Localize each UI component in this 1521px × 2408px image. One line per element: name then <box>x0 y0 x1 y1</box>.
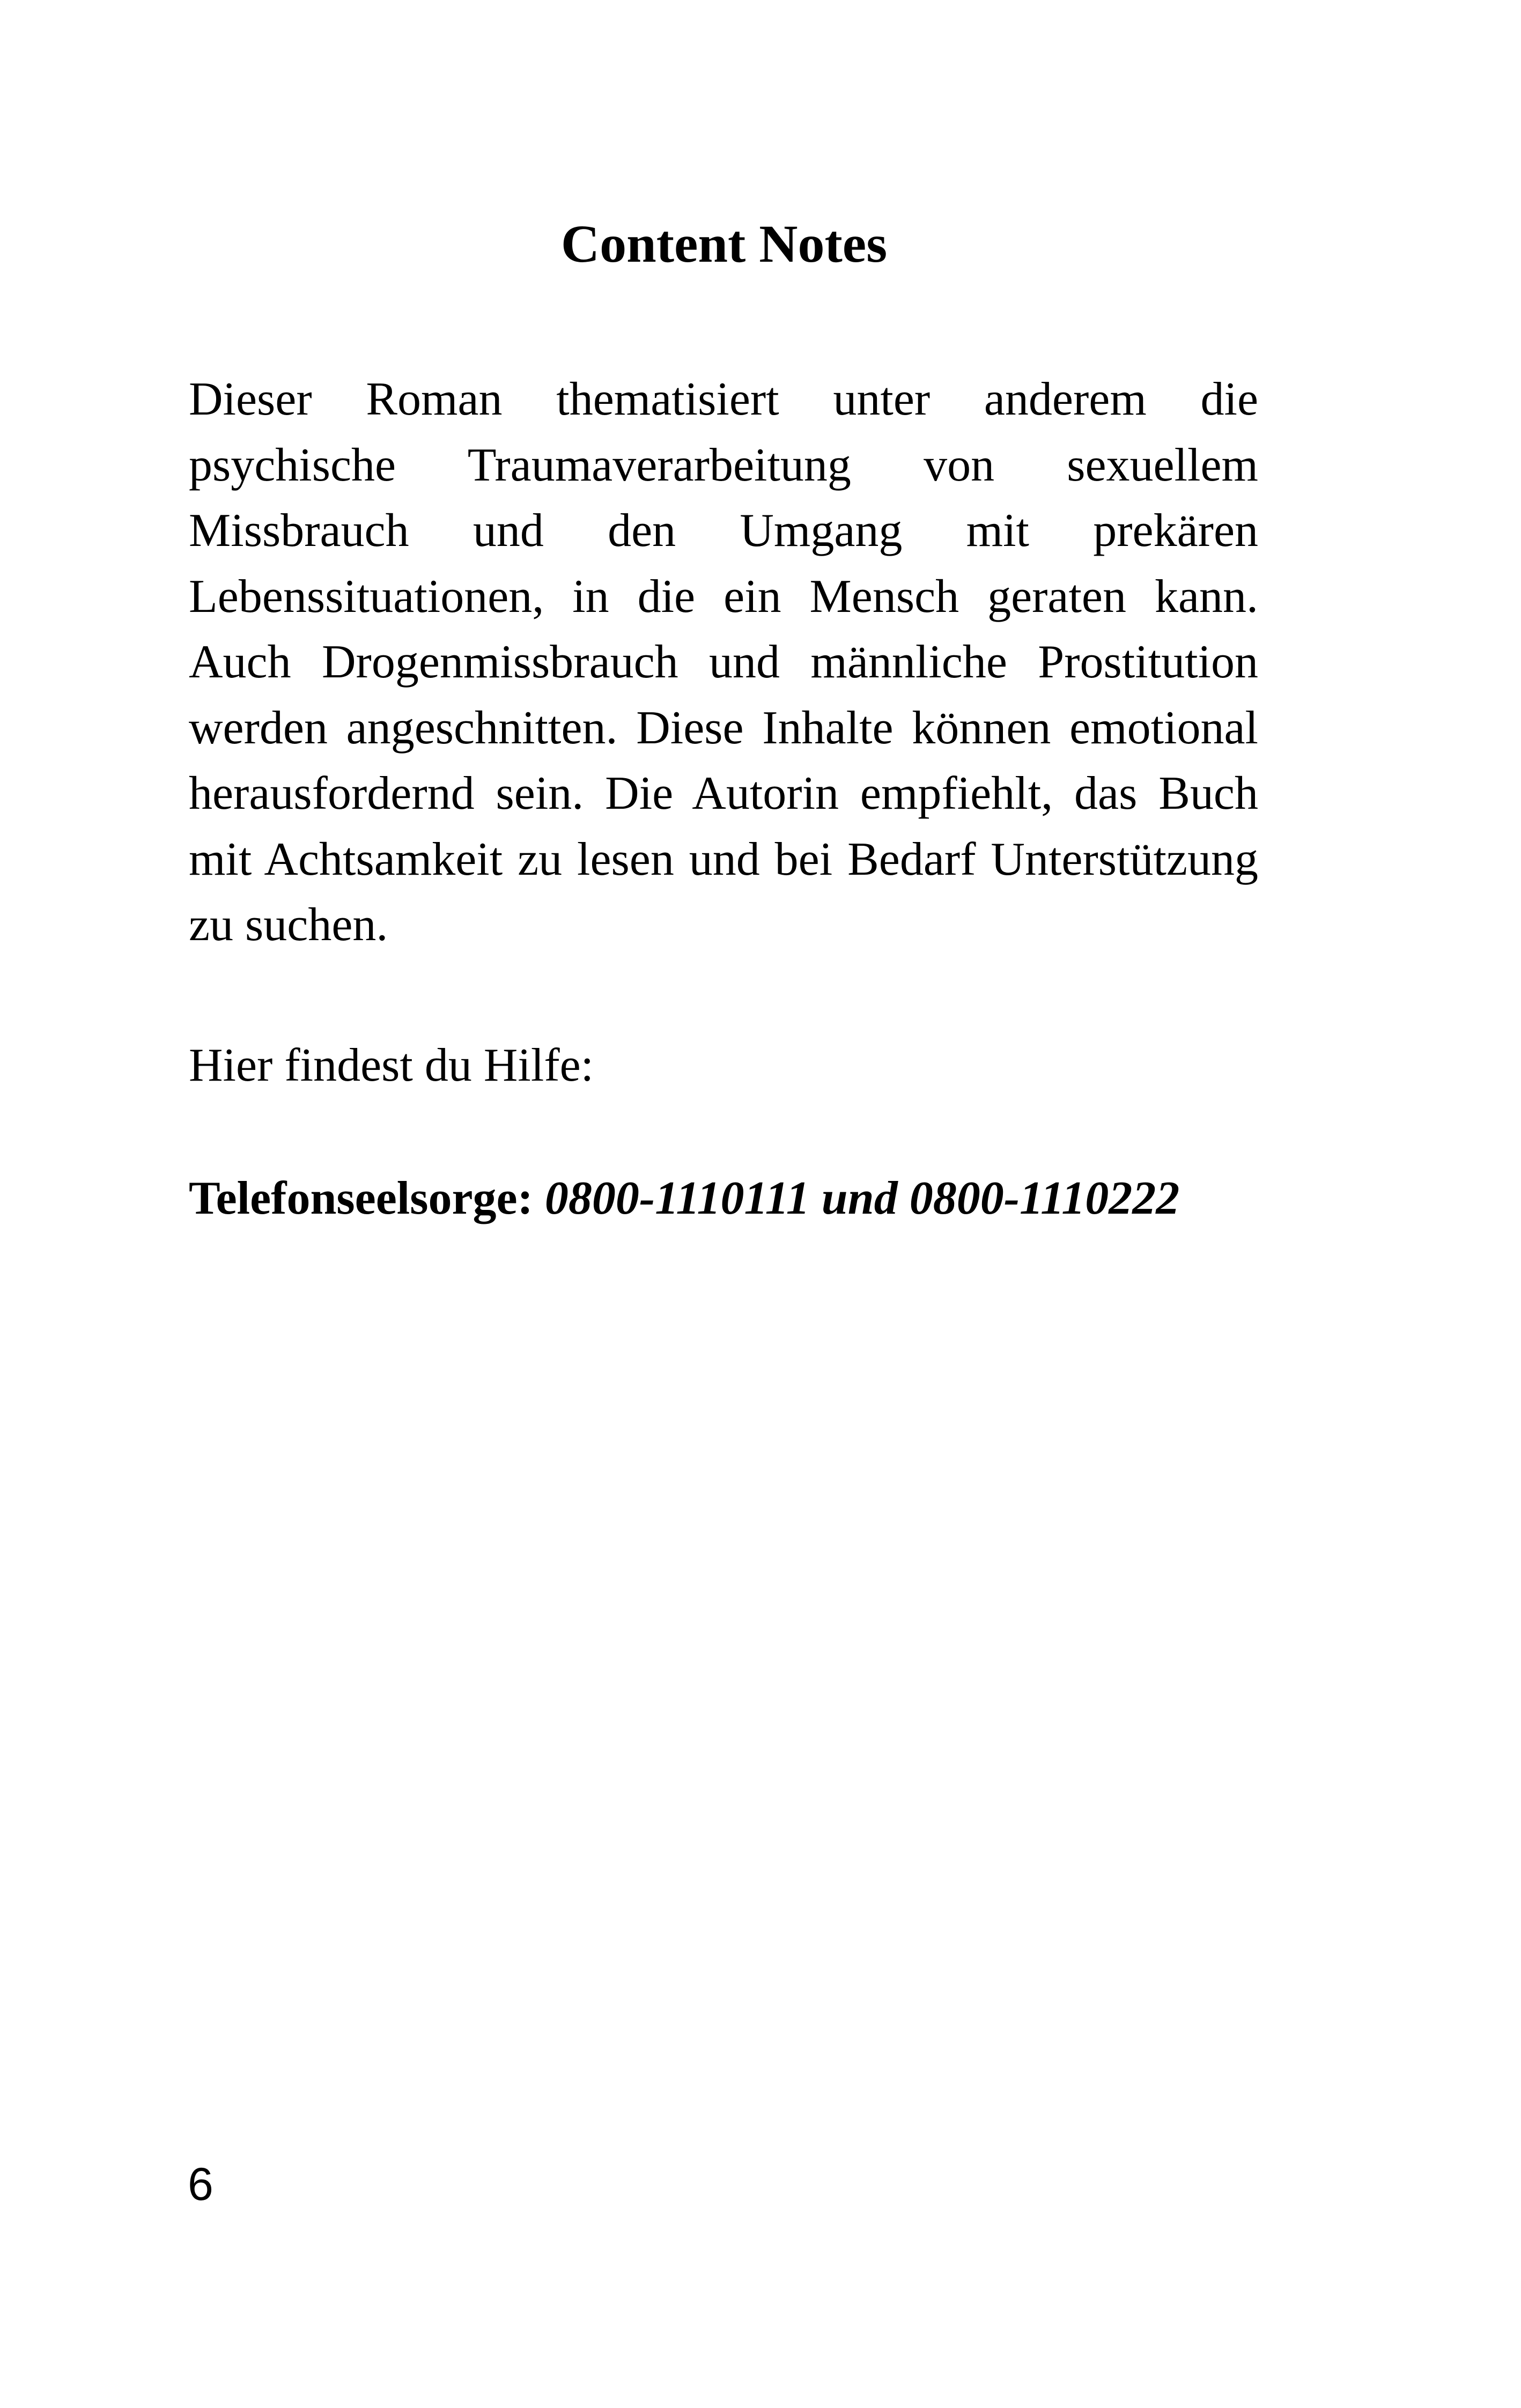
content-warning-paragraph: Dieser Roman thematisiert unter anderem die psychische Traumaverarbeitung von sexuellem Missbrauch und den Umgang mit prekären Lebenssituationen, in die ein Mensch geraten kann. Auch Drogenmissbrauch und männliche Prostitution werden angeschnitten. Diese Inhalte können emotional herausfordernd sein. Die Autorin empfiehlt, das Buch mit Achtsamkeit zu lesen und bei Bedarf Unterstützung zu suchen. <box>189 373 1258 951</box>
hotline-numbers: 0800-1110111 und 0800-1110222 <box>544 1172 1180 1224</box>
hotline-label: Telefonseelsorge: <box>189 1172 533 1224</box>
hotline-line <box>189 1166 1179 1232</box>
content-notes-body <box>189 367 1258 1224</box>
page-title: Content Notes <box>560 214 888 274</box>
page-number: 6 <box>188 2159 213 2210</box>
help-intro-text: Hier findest du Hilfe: <box>189 1039 594 1091</box>
